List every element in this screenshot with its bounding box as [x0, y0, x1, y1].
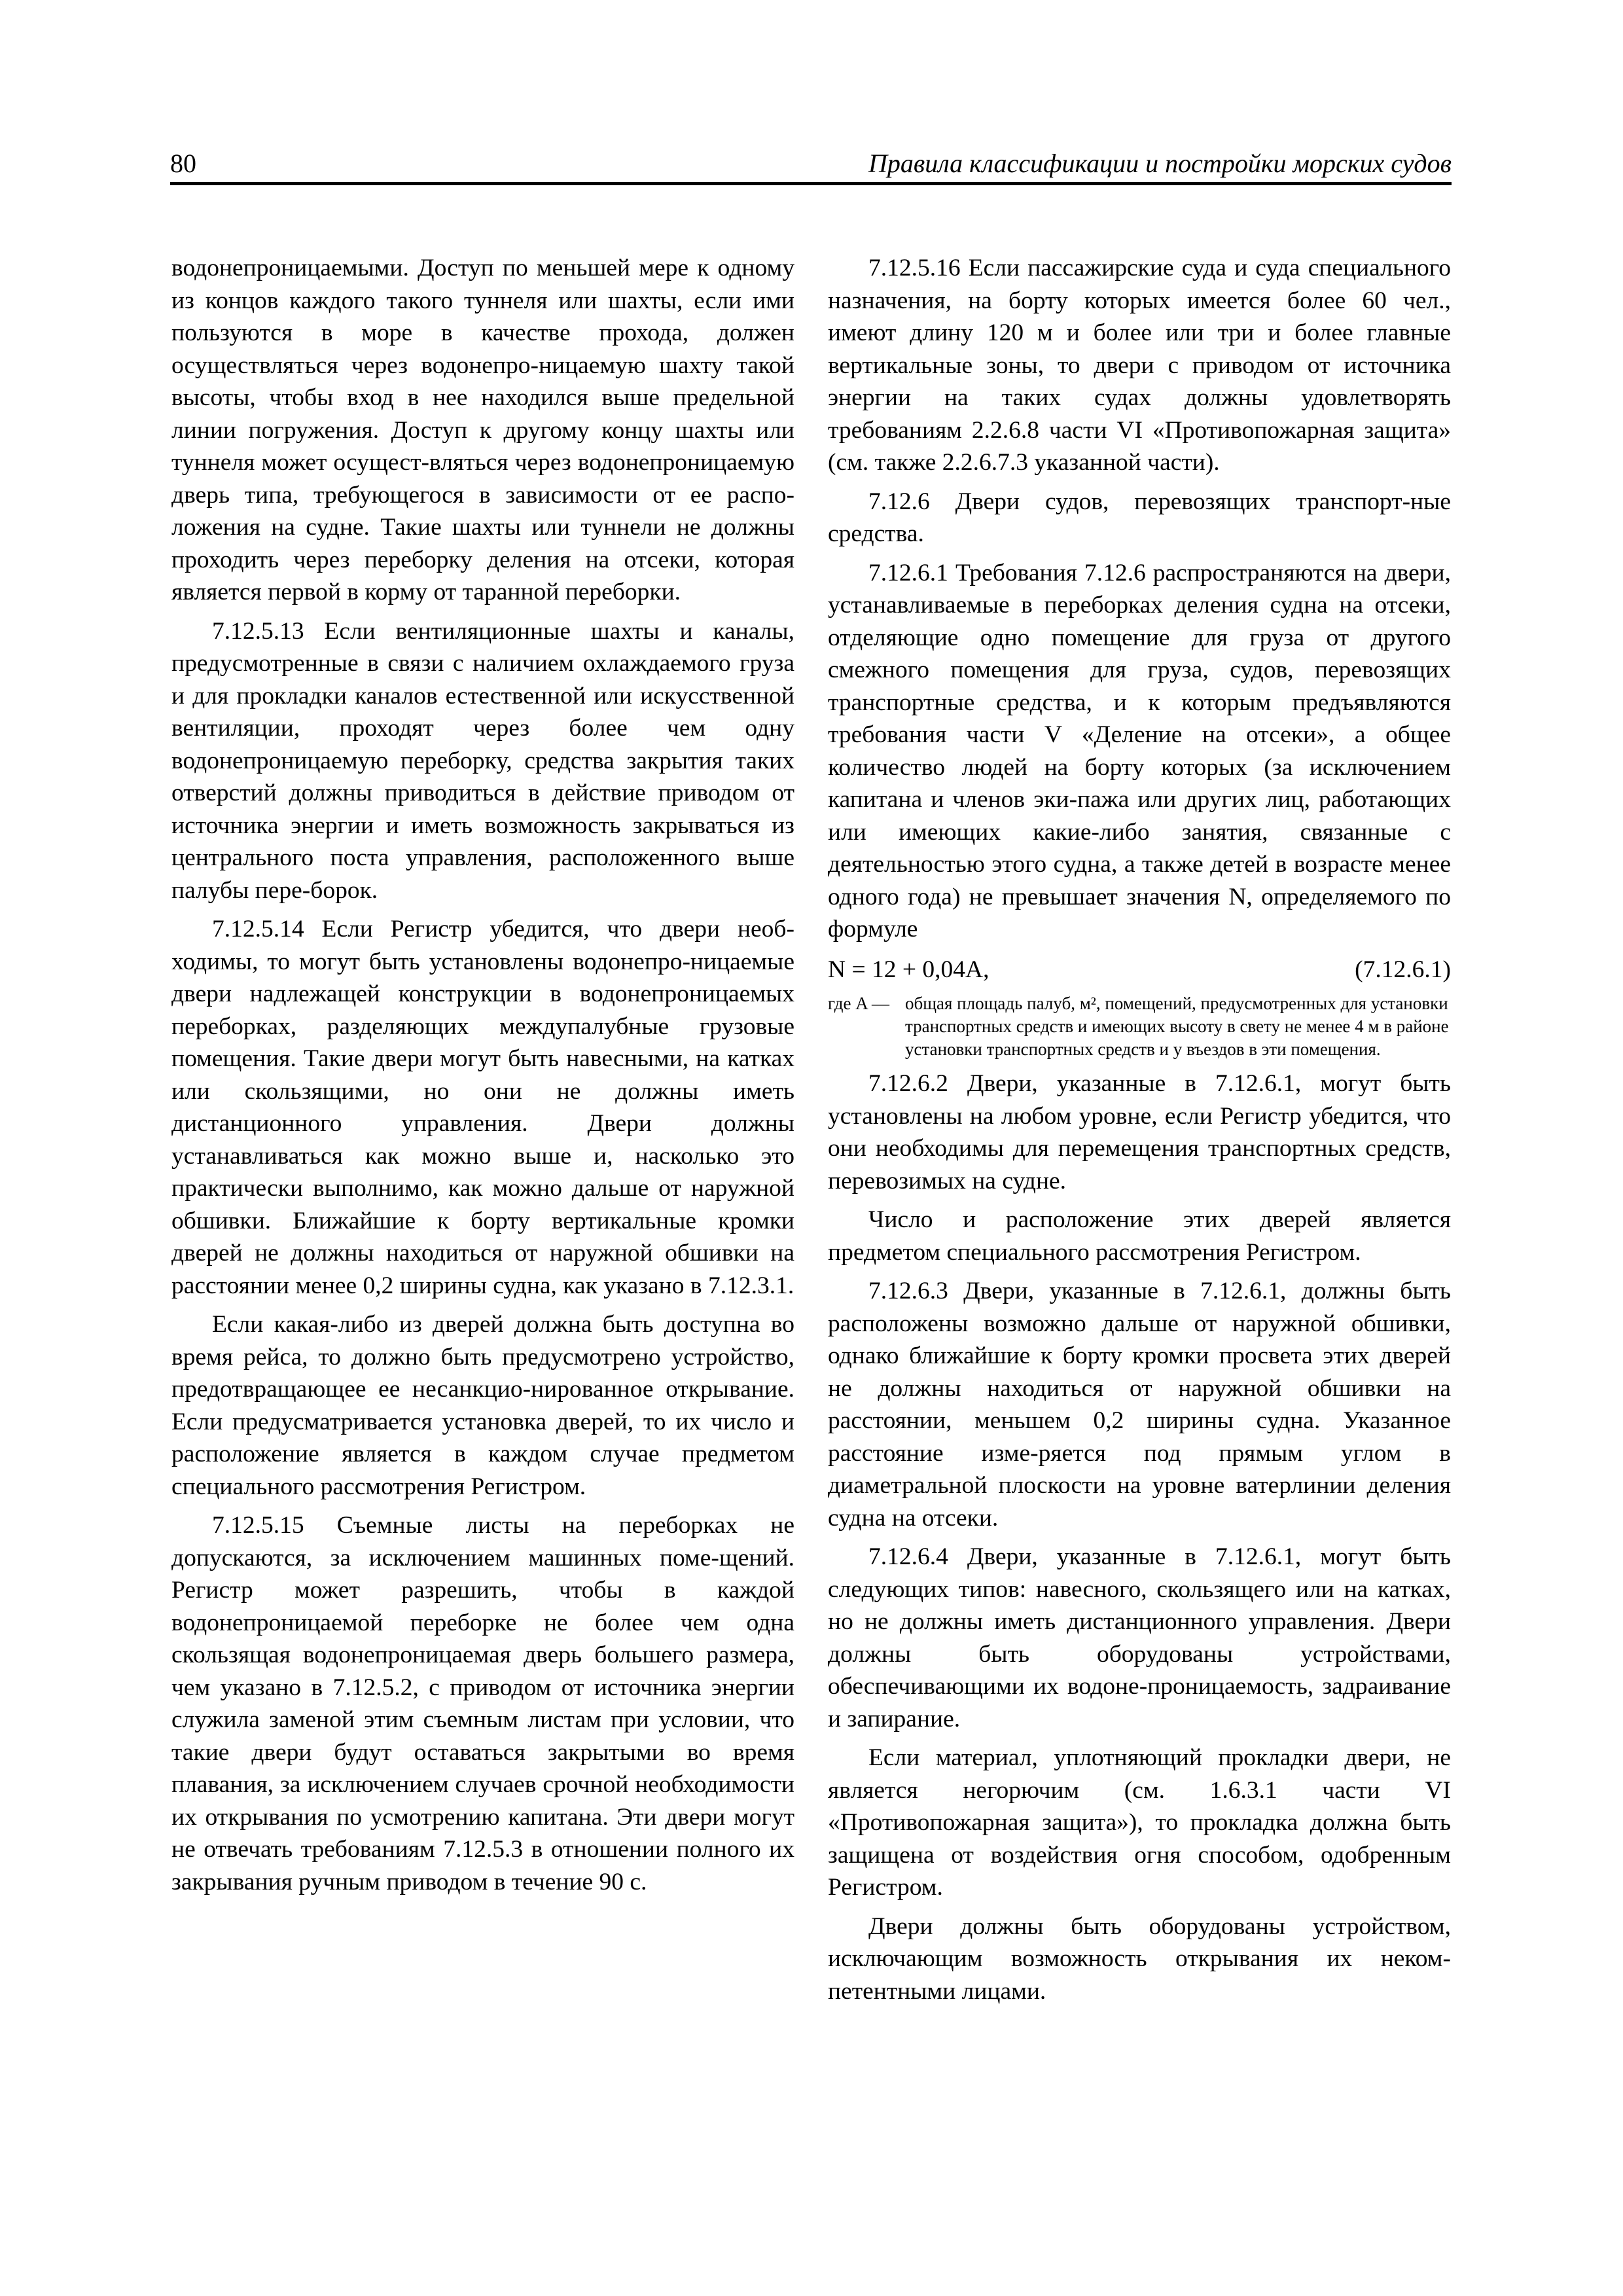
right-column	[828, 252, 1451, 2007]
section-heading: 7.12.6 Двери судов, перевозящих транспорт-ные средства.	[828, 488, 1451, 547]
paragraph: 7.12.5.15 Съемные листы на переборках не допускаются, за исключением машинных поме-щений. Регистр может разрешить, чтобы в каждой водонепроницаемой переборке не более чем одна скользящая водонепроницаемая дверь большего размера, чем указано в 7.12.5.2, с приводом от источника энергии служила заменой этим съемным листам при условии, что такие двери будут оставаться закрытыми во время плавания, за исключением случаев срочной необходимости их открывания по усмотрению капитана. Эти двери могут не отвечать требованиям 7.12.5.3 в отношении полного их закрывания ручным приводом в течение 90 с.	[171, 1512, 794, 1895]
paragraph: 7.12.6.2 Двери, указанные в 7.12.6.1, могут быть установлены на любом уровне, если Регистр убедится, что они необходимы для перемещения транспортных средств, перевозимых на судне.	[828, 1070, 1451, 1194]
paragraph: 7.12.5.13 Если вентиляционные шахты и каналы, предусмотренные в связи с наличием охлаждаемого груза и для прокладки каналов естественной или искусственной вентиляции, проходят через более чем одну водонепроницаемую переборку, средства закрытия таких отверстий должны приводиться в действие приводом от источника энергии и иметь возможность закрываться из центрального поста управления, расположенного выше палубы пере-борок.	[171, 617, 794, 904]
paragraph: Если какая-либо из дверей должна быть доступна во время рейса, то должно быть предусмотрено устройство, предотвращающее ее несанкцио-нированное открывание. Если предусматривается установка дверей, то их число и расположение является в каждом случае предметом специального рассмотрения Регистром.	[171, 1311, 794, 1500]
page-number: 80	[170, 149, 196, 178]
paragraph: 7.12.6.1 Требования 7.12.6 распространяются на двери, устанавливаемые в переборках деления судна на отсеки, отделяющие одно помещение для груза от другого смежного помещения для груза, судов, перевозящих транспортные средства, и к которым предъявляются требования части V «Деление на отсеки», а общее количество людей на борту которых (за исключением капитана и членов эки-пажа или других лиц, работающих или имеющих какие-либо занятия, связанные с деятельностью этого судна, а также детей в возрасте менее одного года) не превышает значения N, определяемого по формуле	[828, 559, 1451, 942]
where-label: где A —	[828, 994, 889, 1013]
formula-number: (7.12.6.1)	[1355, 956, 1451, 983]
paragraph: Если материал, уплотняющий прокладки двери, не является негорючим (см. 1.6.3.1 части VI «Противопожарная защита»), то прокладка должна быть защищена от воздействия огня способом, одобренным Регистром.	[828, 1744, 1451, 1901]
formula-expression: N = 12 + 0,04A,	[828, 956, 990, 983]
where-text: общая площадь палуб, м², помещений, предусмотренных для установки транспортных средств и имеющих высоту в свету не менее 4 м в районе установки транспортных средств и у въездов в эти помещения.	[905, 994, 1449, 1060]
paragraph: 7.12.6.3 Двери, указанные в 7.12.6.1, должны быть расположены возможно дальше от наружной обшивки, однако ближайшие к борту кромки просвета этих дверей не должны находиться от наружной обшивки на расстоянии, меньшем 0,2 ширины судна. Указанное расстояние изме-ряется под прямым углом в диаметральной плоскости на уровне ватерлинии деления судна на отсеки.	[828, 1278, 1451, 1532]
formula-where-note	[828, 992, 1451, 1061]
page-header	[170, 145, 1452, 185]
formula	[828, 954, 1451, 986]
paragraph: водонепроницаемыми. Доступ по меньшей мере к одному из концов каждого такого туннеля или шахты, если ими пользуются в море в качестве прохода, должен осуществляться через водонепро-ницаемую шахту такой высоты, чтобы вход в нее находился выше предельной линии погружения. Доступ к другому концу шахты или туннеля может осущест-вляться через водонепроницаемую дверь типа, требующегося в зависимости от ее распо-ложения на судне. Такие шахты или туннели не должны проходить через переборку деления на отсеки, которая является первой в корму от таранной переборки.	[171, 255, 794, 605]
paragraph: 7.12.5.14 Если Регистр убедится, что двери необ-ходимы, то могут быть установлены водонепро-ницаемые двери надлежащей конструкции в водонепроницаемых переборках, разделяющих междупалубные грузовые помещения. Такие двери могут быть навесными, на катках или скользящими, но они не должны иметь дистанционного управления. Двери должны устанавливаться как можно выше и, насколько это практически выполнимо, как можно дальше от наружной обшивки. Ближайшие к борту вертикальные кромки дверей не должны находиться от наружной обшивки на расстоянии менее 0,2 ширины судна, как указано в 7.12.3.1.	[171, 916, 794, 1299]
paragraph: Двери должны быть оборудованы устройством, исключающим возможность открывания их неком-петентными лицами.	[828, 1912, 1451, 2005]
paragraph: 7.12.5.16 Если пассажирские суда и суда специального назначения, на борту которых имеется более 60 чел., имеют длину 120 м и более или три и более главные вертикальные зоны, то двери с приводом от источника энергии на таких судах должны удовлетворять требованиям 2.2.6.8 части VI «Противопожарная защита» (см. также 2.2.6.7.3 указанной части).	[828, 255, 1451, 476]
paragraph: Число и расположение этих дверей является предметом специального рассмотрения Регистром.	[828, 1206, 1451, 1266]
left-column	[171, 252, 794, 1898]
paragraph: 7.12.6.4 Двери, указанные в 7.12.6.1, могут быть следующих типов: навесного, скользящего или на катках, но не должны иметь дистанционного управления. Двери должны быть оборудованы устройствами, обеспечивающими их водоне-проницаемость, задраивание и запирание.	[828, 1543, 1451, 1732]
running-title: Правила классификации и постройки морских судов	[868, 149, 1452, 178]
